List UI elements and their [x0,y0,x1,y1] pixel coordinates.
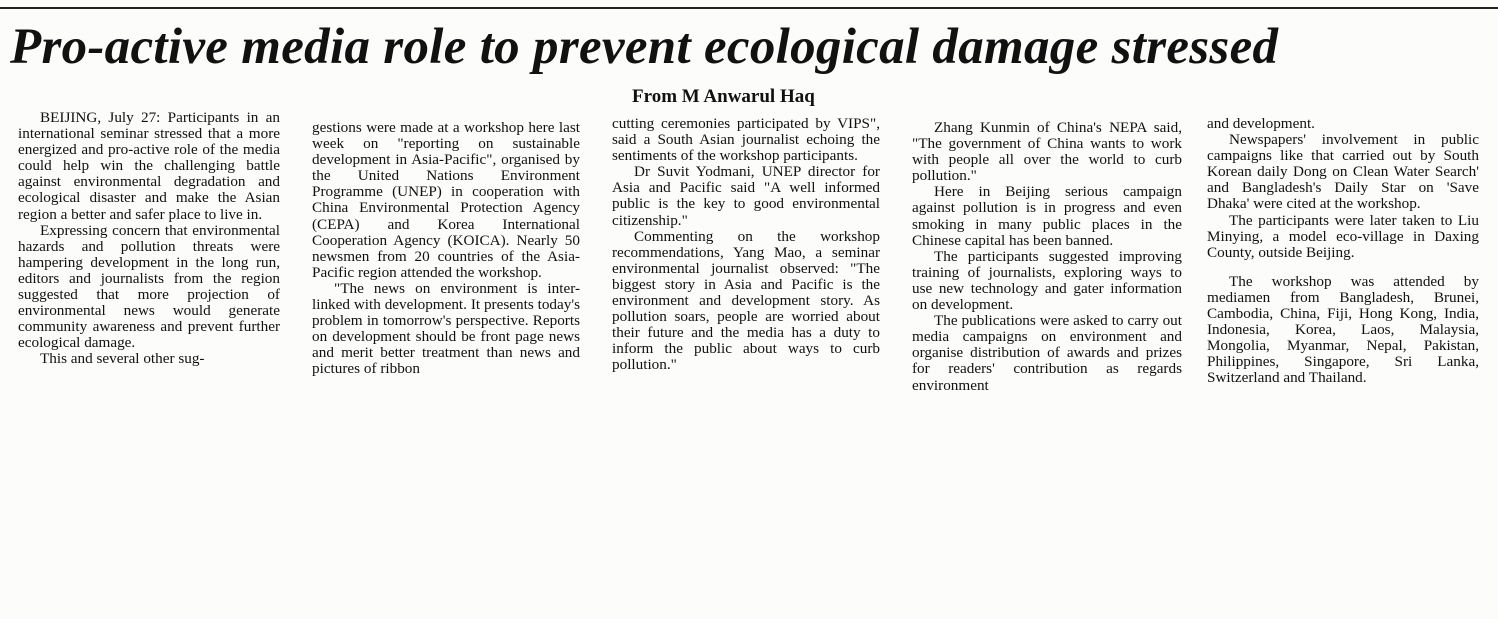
paragraph: Zhang Kunmin of China's NEPA said, "The government of China wants to work with people all over the world to curb pollution." [912,119,1182,185]
paragraph-gap [1207,261,1479,274]
article-column-4 [912,0,1182,619]
paragraph: "The news on environment is inter-linked with development. It presents today's problem in tomorrow's perspective. Reports on development should be front page news and merit better treatment than news and pictures of ribbon [312,279,580,378]
article-column-3 [612,0,880,615]
paragraph: cutting ceremonies participated by VIPS", said a South Asian journalist echoing the sentiments of the workshop participants. [612,115,880,165]
paragraph: Here in Beijing serious campaign against pollution is in progress and even smoking in many public places in the Chinese capital has been banned. [912,183,1182,249]
paragraph: gestions were made at a workshop here last week on "reporting on sustainable development in Asia-Pacific", organised by the United Nations Environment Programme (UNEP) in cooperation with China Environmental Protection Agency (CEPA) and Korea International Cooperation Agency (KOICA). Nearly 50 newsmen from 20 countries of the Asia-Pacific region attended the workshop. [312,119,580,281]
paragraph: The workshop was attended by mediamen from Bangladesh, Brunei, Cambodia, China, Fiji, Hong Kong, India, Indonesia, Korea, Laos, Malaysia, Mongolia, Myanmar, Nepal, Pakistan, Philippines, Singapore, Sri Lanka, Switzerland and Thailand. [1207,272,1479,387]
paragraph: and development. [1207,115,1315,132]
article-column-5 [1207,0,1479,615]
paragraph: The publications were asked to carry out media campaigns on environment and organise distribution of awards and prizes for readers' contribution as regards environment [912,312,1182,394]
byline: From M Anwarul Haq [632,86,815,107]
paragraph: Dr Suvit Yodmani, UNEP director for Asia and Pacific said "A well informed public is the key to good environmental citizenship." [612,163,880,229]
paragraph: Newspapers' involvement in public campaigns like that carried out by South Korean daily Dong on Clean Water Search' and Bangladesh's Daily Star on 'Save Dhaka' were cited at the workshop. [1207,131,1479,213]
paragraph: Expressing concern that environmental hazards and pollution threats were hampering development in the long run, editors and journalists from the region suggested that more projection of environmental news would generate community awareness and prevent further ecological damage. [18,221,280,352]
paragraph: The participants were later taken to Liu Minying, a model eco-village in Daxing County, outside Beijing. [1207,211,1479,261]
article-column-2 [312,0,580,619]
headline: Pro-active media role to prevent ecological damage stressed [10,19,1279,75]
paragraph: BEIJING, July 27: Participants in an international seminar stressed that a more energized and pro-active role of the media could help win the challenging battle against environmental degradation and ecological disaster and make the Asian region a better and safer place to live in. [18,109,280,223]
article-column-1 [18,0,280,609]
paragraph: This and several other sug- [40,350,205,368]
paragraph: Commenting on the workshop recommendations, Yang Mao, a seminar environmental journalist observed: "The biggest story in Asia and Pacific is the environment and development story. As pollution soars, people are worried about their future and the media has a duty to inform the public about ways to curb pollution." [612,227,880,374]
paragraph: The participants suggested improving training of journalists, exploring ways to use new technology and gater information on development. [912,247,1182,314]
